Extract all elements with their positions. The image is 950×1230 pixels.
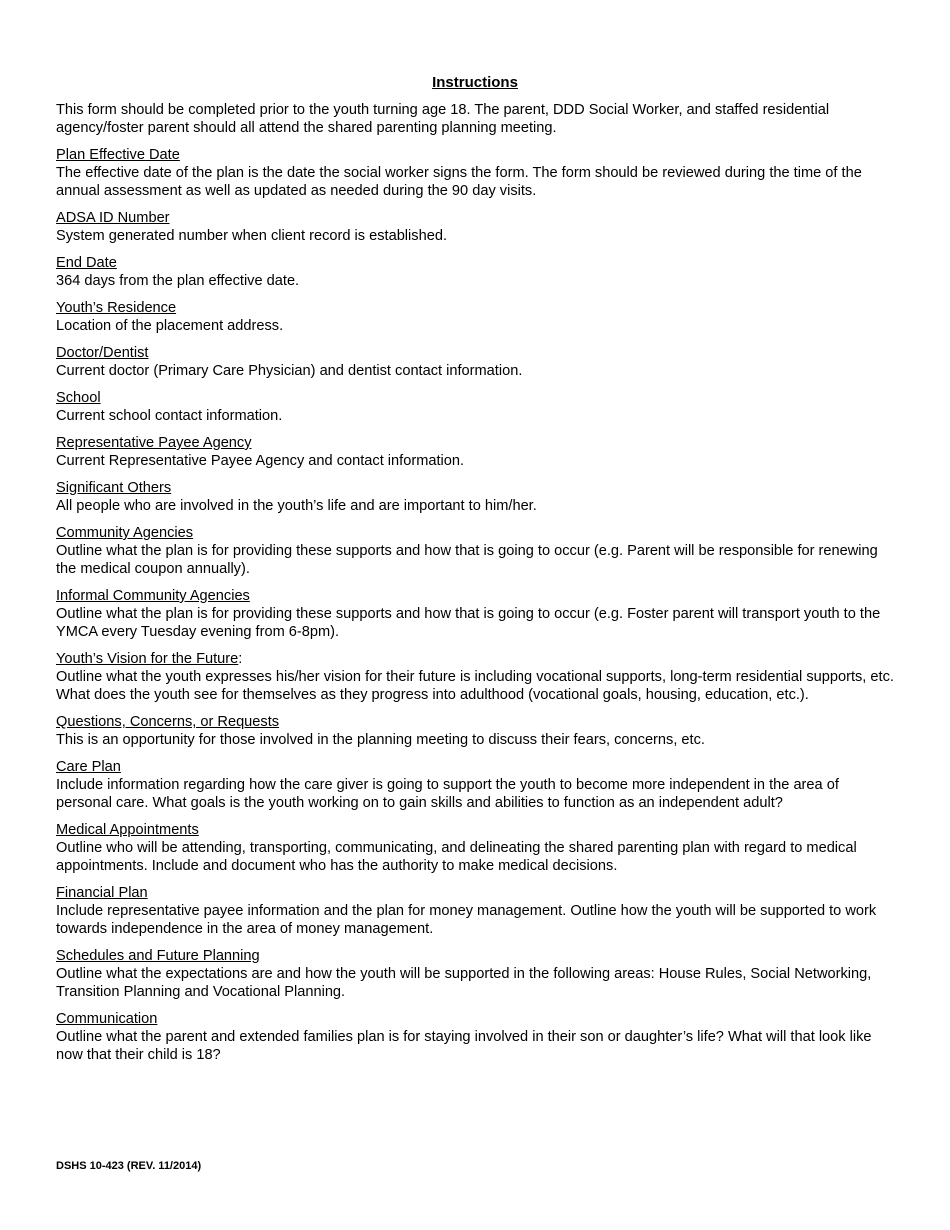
section-body: Current school contact information. (56, 408, 283, 424)
section-heading: Care Plan (56, 759, 121, 775)
section-heading: Significant Others (56, 480, 172, 496)
section-heading: Questions, Concerns, or Requests (56, 714, 280, 730)
section-heading: Medical Appointments (56, 822, 199, 838)
section-plan-effective-date (56, 146, 896, 200)
section-informal-community-agencies (56, 587, 896, 641)
section-body: Outline what the plan is for providing these supports and how that is going to occur (e.g. Parent will be responsible for renewing the medical coupon annually). (56, 543, 878, 577)
section-heading: Plan Effective Date (56, 147, 180, 163)
section-body: Outline what the parent and extended families plan is for staying involved in their son or daughter’s life? What will that look like now that their child is 18? (56, 1029, 872, 1063)
section-body: Outline who will be attending, transporting, communicating, and delineating the shared parenting plan with regard to medical appointments. Include and document who has the authority to make medical decisions. (56, 840, 857, 874)
section-school (56, 389, 896, 425)
section-body: Outline what the plan is for providing these supports and how that is going to occur (e.g. Foster parent will transport youth to the YMCA every Tuesday evening from 6-8pm). (56, 606, 881, 640)
section-community-agencies (56, 524, 896, 578)
section-heading: Youth’s Vision for the Future: (56, 651, 243, 667)
section-body: 364 days from the plan effective date. (56, 273, 300, 289)
section-body: All people who are involved in the youth’s life and are important to him/her. (56, 498, 537, 514)
section-end-date (56, 254, 896, 290)
section-heading: ADSA ID Number (56, 210, 170, 226)
section-youths-vision (56, 650, 896, 704)
section-questions-concerns (56, 713, 896, 749)
section-care-plan (56, 758, 896, 812)
page-title: Instructions (432, 74, 518, 91)
section-significant-others (56, 479, 896, 515)
section-medical-appointments (56, 821, 896, 875)
section-body: System generated number when client record is established. (56, 228, 447, 244)
section-heading: Communication (56, 1011, 158, 1027)
section-heading: Schedules and Future Planning (56, 948, 260, 964)
section-body: Current doctor (Primary Care Physician) and dentist contact information. (56, 363, 523, 379)
section-communication (56, 1010, 896, 1064)
section-heading: School (56, 390, 101, 406)
section-heading: Youth’s Residence (56, 300, 177, 316)
section-schedules-future-planning (56, 947, 896, 1001)
section-body: Location of the placement address. (56, 318, 284, 334)
section-body: Include representative payee information and the plan for money management. Outline how the youth will be supported to work towards independence in the area of money management. (56, 903, 877, 937)
section-financial-plan (56, 884, 896, 938)
section-body: Include information regarding how the care giver is going to support the youth to become more independent in the area of personal care. What goals is the youth working on to gain skills and abilities to function as an independent adult? (56, 777, 839, 811)
form-id-footer: DSHS 10-423 (REV. 11/2014) (56, 1160, 202, 1172)
section-representative-payee-agency (56, 434, 896, 470)
section-body: Current Representative Payee Agency and contact information. (56, 453, 465, 469)
section-heading: Doctor/Dentist (56, 345, 149, 361)
section-body: This is an opportunity for those involved in the planning meeting to discuss their fears, concerns, etc. (56, 732, 705, 748)
intro-paragraph: This form should be completed prior to the youth turning age 18. The parent, DDD Social Worker, and staffed residential agency/foster parent should all attend the shared parenting planning meeting. (56, 102, 830, 136)
section-heading: Financial Plan (56, 885, 148, 901)
section-heading: Community Agencies (56, 525, 194, 541)
section-heading: Informal Community Agencies (56, 588, 250, 604)
instructions-content (56, 101, 896, 1073)
section-body: The effective date of the plan is the date the social worker signs the form. The form should be reviewed during the time of the annual assessment as well as updated as needed during the 90 day visits. (56, 165, 862, 199)
section-doctor-dentist (56, 344, 896, 380)
section-youths-residence (56, 299, 896, 335)
section-heading: Representative Payee Agency (56, 435, 252, 451)
section-heading: End Date (56, 255, 117, 271)
section-body: Outline what the youth expresses his/her vision for their future is including vocational supports, long-term residential supports, etc. What does the youth see for themselves as they progress into adulthood (vocational goals, housing, education, etc.). (56, 669, 894, 703)
section-body: Outline what the expectations are and how the youth will be supported in the following areas: House Rules, Social Networking, Transition Planning and Vocational Planning. (56, 966, 872, 1000)
section-adsa-id-number (56, 209, 896, 245)
